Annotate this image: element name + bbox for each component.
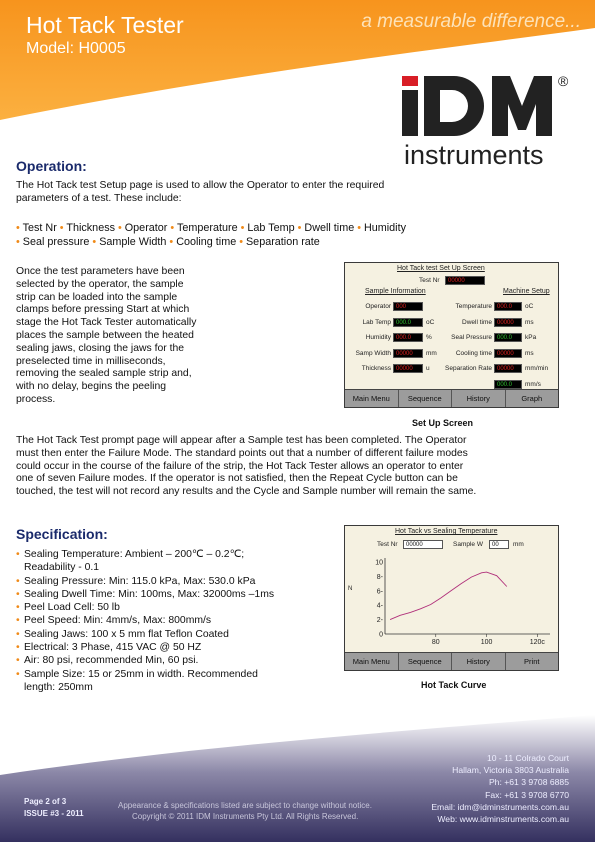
bullet-icon: • xyxy=(240,222,248,234)
bullet-icon: • xyxy=(239,236,246,248)
unit-label: u xyxy=(426,365,430,372)
specification-list xyxy=(16,548,336,694)
toolbar-button-history[interactable]: History xyxy=(452,390,506,407)
sample-field-label: Operator xyxy=(365,303,391,310)
hot-tack-curve-screen xyxy=(344,525,559,671)
specification-heading: Specification: xyxy=(16,526,108,542)
parameter-item: Cooling time xyxy=(176,236,240,248)
machine-field-input[interactable]: 000.0 xyxy=(494,302,522,311)
operation-heading: Operation: xyxy=(16,158,87,174)
spec-item: • Air: 80 psi, recommended Min, 60 psi. xyxy=(16,654,336,667)
bullet-icon: • xyxy=(92,236,100,248)
sample-field-input[interactable]: 00000 xyxy=(393,364,423,373)
bullet-icon: • xyxy=(357,222,364,234)
issue-number: ISSUE #3 - 2011 xyxy=(24,809,84,818)
contact-address xyxy=(431,752,569,825)
machine-field-input[interactable]: 00000 xyxy=(494,349,522,358)
parameter-item: Lab Temp xyxy=(247,222,298,234)
parameter-item: Humidity xyxy=(363,222,406,234)
spec-item: • Peel Speed: Min: 4mm/s, Max: 800mm/s xyxy=(16,614,336,627)
sample-field-label: Thickness xyxy=(361,365,391,372)
address-line: Fax: +61 3 9708 6770 xyxy=(485,789,569,800)
address-line: Email: idm@idminstruments.com.au xyxy=(431,801,569,812)
spec-item: • Electrical: 3 Phase, 415 VAC @ 50 HZ xyxy=(16,641,336,654)
page-number: Page 2 of 3 xyxy=(24,797,67,806)
operation-intro xyxy=(16,180,576,206)
y-tick-label: 6- xyxy=(376,588,383,596)
model-number: Model: H0005 xyxy=(26,40,126,57)
address-line: Web: www.idminstruments.com.au xyxy=(437,814,569,825)
parameter-item: Test Nr xyxy=(22,222,60,234)
prompt-line: must then enter the Failure Mode. The standard points out that a number of different failure modes xyxy=(16,447,468,459)
y-tick-label: 10 xyxy=(375,559,383,567)
bullet-icon: • xyxy=(16,222,23,234)
test-nr-field[interactable]: 00000 xyxy=(403,540,443,549)
parameter-item: Separation rate xyxy=(245,236,320,248)
machine-field-label: Separation Rate xyxy=(445,365,492,372)
operation-description xyxy=(16,266,248,407)
prompt-line: one of seven Failure modes. If the operator is not satisfied, then the Repeat Cycle button can be xyxy=(16,473,458,485)
logo-subtext: instruments xyxy=(404,140,544,170)
description-line: stage the Hot Tack Tester automatically xyxy=(16,317,197,329)
parameter-item: Dwell time xyxy=(304,222,358,234)
machine-setup-heading: Machine Setup xyxy=(503,288,550,295)
description-line: removing the sealed sample strip and, xyxy=(16,368,192,380)
description-line: process. xyxy=(16,393,56,405)
sample-field-label: Humidity xyxy=(365,334,391,341)
y-tick-label: 2- xyxy=(376,617,383,625)
prompt-line: touched, the test will not record any results and the Cycle and Sample number will remain the same. xyxy=(16,486,477,498)
parameter-list xyxy=(16,221,576,249)
spec-item: • Sealing Dwell Time: Min: 100ms, Max: 32000ms –1ms xyxy=(16,588,336,601)
curve-caption: Hot Tack Curve xyxy=(421,680,487,690)
curve-screen-title: Hot Tack vs Sealing Temperature xyxy=(395,528,498,535)
sample-w-unit: mm xyxy=(513,541,524,548)
y-axis-label: N xyxy=(348,586,353,592)
machine-field-input[interactable]: 00000 xyxy=(494,318,522,327)
machine-field-label: Temperature xyxy=(455,303,492,310)
toolbar-button-sequence[interactable]: Sequence xyxy=(399,390,453,407)
toolbar-button-main-menu[interactable]: Main Menu xyxy=(345,390,399,407)
parameter-item: Thickness xyxy=(66,222,118,234)
parameter-row xyxy=(16,221,576,235)
machine-field-input[interactable]: 000.0 xyxy=(494,333,522,342)
sample-field-label: Lab Temp xyxy=(362,318,391,326)
description-line: Once the test parameters have been xyxy=(16,266,185,277)
unit-label: kPa xyxy=(525,334,537,341)
toolbar-button-print[interactable]: Print xyxy=(524,656,540,666)
sample-field-input[interactable]: 000.0 xyxy=(393,333,423,342)
sample-field-input[interactable]: 00000 xyxy=(393,349,423,358)
machine-field-input[interactable]: 000.0 xyxy=(494,380,522,389)
x-tick-label: 100 xyxy=(480,639,493,646)
description-line: places the sample between the heated xyxy=(16,329,194,341)
prompt-line: The Hot Tack Test prompt page will appear after a Sample test has been completed. The Operator xyxy=(16,435,467,446)
machine-field-input[interactable]: 00000 xyxy=(494,364,522,373)
prompt-description xyxy=(16,435,586,499)
address-line: 10 - 11 Colrado Court xyxy=(486,753,569,763)
setup-screen xyxy=(344,262,559,408)
parameter-item: Sample Width xyxy=(99,236,170,248)
test-nr-label: Test Nr xyxy=(419,277,440,284)
address-line: Ph: +61 3 9708 6885 xyxy=(488,777,569,788)
spec-item: length: 250mm xyxy=(24,681,93,693)
unit-label: mm/min xyxy=(525,365,549,372)
description-line: with no delay, begins the peeling xyxy=(16,381,166,393)
disclaimer: Appearance & specifications listed are subject to change without notice. xyxy=(118,801,372,810)
intro-line: parameters of a test. These include: xyxy=(16,192,182,204)
spec-item: Readability - 0.1 xyxy=(24,562,100,574)
unit-label: ms xyxy=(525,318,534,326)
description-line: sealing jaws, closing the jaws for the xyxy=(16,342,185,354)
parameter-item: Operator xyxy=(124,222,171,234)
setup-screen-caption: Set Up Screen xyxy=(412,418,474,428)
sample-info-heading: Sample Information xyxy=(365,288,426,295)
test-nr-label: Test Nr xyxy=(377,541,398,548)
spec-item: • Sealing Temperature: Ambient – 200℃ – 0.2℃; xyxy=(16,548,336,561)
address-line: Hallam, Victoria 3803 Australia xyxy=(452,765,569,776)
copyright: Copyright © 2011 IDM Instruments Pty Ltd. All Rights Reserved. xyxy=(132,812,359,821)
unit-label: ms xyxy=(525,349,534,357)
bullet-icon: • xyxy=(16,236,23,248)
intro-line: The Hot Tack test Setup page is used to allow the Operator to enter the required xyxy=(16,180,385,191)
bullet-icon: • xyxy=(59,222,67,234)
description-line: preselected time in milliseconds, xyxy=(16,355,166,367)
sample-field-input[interactable]: 000 xyxy=(393,302,423,311)
setup-screen-title: Hot Tack test Set Up Screen xyxy=(397,265,485,272)
parameter-item: Temperature xyxy=(176,222,241,234)
registered-mark: ® xyxy=(558,73,569,89)
bullet-icon: • xyxy=(169,236,177,248)
idm-logo xyxy=(400,70,572,140)
toolbar-button-sequence[interactable]: Sequence xyxy=(399,653,453,670)
curve-toolbar xyxy=(345,652,558,670)
machine-field-label: Seal Pressure xyxy=(451,334,492,341)
y-tick-label: 8- xyxy=(376,573,383,581)
machine-field-label: Dwell time xyxy=(462,318,492,326)
page-title: Hot Tack Tester xyxy=(26,12,184,38)
sample-w-field[interactable]: 00 xyxy=(489,540,509,549)
sample-w-label: Sample W xyxy=(453,541,483,548)
spec-item: • Peel Load Cell: 50 lb xyxy=(16,601,336,614)
unit-label: oC xyxy=(426,318,435,326)
x-tick-label: 80 xyxy=(431,639,440,646)
spec-item: • Sealing Jaws: 100 x 5 mm flat Teflon Coated xyxy=(16,628,336,641)
y-tick-label: 4- xyxy=(376,602,383,610)
tagline: a measurable difference... xyxy=(361,11,581,32)
unit-label: mm/s xyxy=(525,380,541,388)
toolbar-button-history[interactable]: History xyxy=(452,653,506,670)
unit-label: oC xyxy=(525,303,534,310)
parameter-row xyxy=(16,235,576,249)
test-nr-field[interactable]: 00000 xyxy=(445,276,485,285)
bullet-icon: • xyxy=(297,222,305,234)
spec-item: • Sealing Pressure: Min: 115.0 kPa, Max: 530.0 kPa xyxy=(16,575,336,588)
sample-field-label: Samp Width xyxy=(355,349,391,357)
x-tick-label: 120c xyxy=(529,639,545,646)
sample-field-input[interactable]: 000.0 xyxy=(393,318,423,327)
bullet-icon: • xyxy=(170,222,177,234)
hot-tack-curve-line xyxy=(390,572,507,620)
setup-toolbar xyxy=(345,389,558,407)
description-line: selected by the operator, the sample xyxy=(16,278,184,290)
description-line: clamps before pressing Start at which xyxy=(16,304,190,316)
bullet-icon: • xyxy=(118,222,125,234)
unit-label: mm xyxy=(426,349,437,357)
toolbar-button-graph[interactable]: Graph xyxy=(521,393,543,403)
spec-item: • Sample Size: 15 or 25mm in width. Recommended xyxy=(16,668,336,681)
description-line: strip can be loaded into the sample xyxy=(16,291,178,303)
parameter-item: Seal pressure xyxy=(22,236,93,248)
machine-field-label: Cooling time xyxy=(455,349,492,357)
toolbar-button-main-menu[interactable]: Main Menu xyxy=(345,653,399,670)
unit-label: % xyxy=(426,334,432,341)
y-tick-label: 0 xyxy=(379,631,383,639)
prompt-line: could occur in the course of the failure of the strip, the Hot Tack Tester allows an operator to enter xyxy=(16,460,464,472)
